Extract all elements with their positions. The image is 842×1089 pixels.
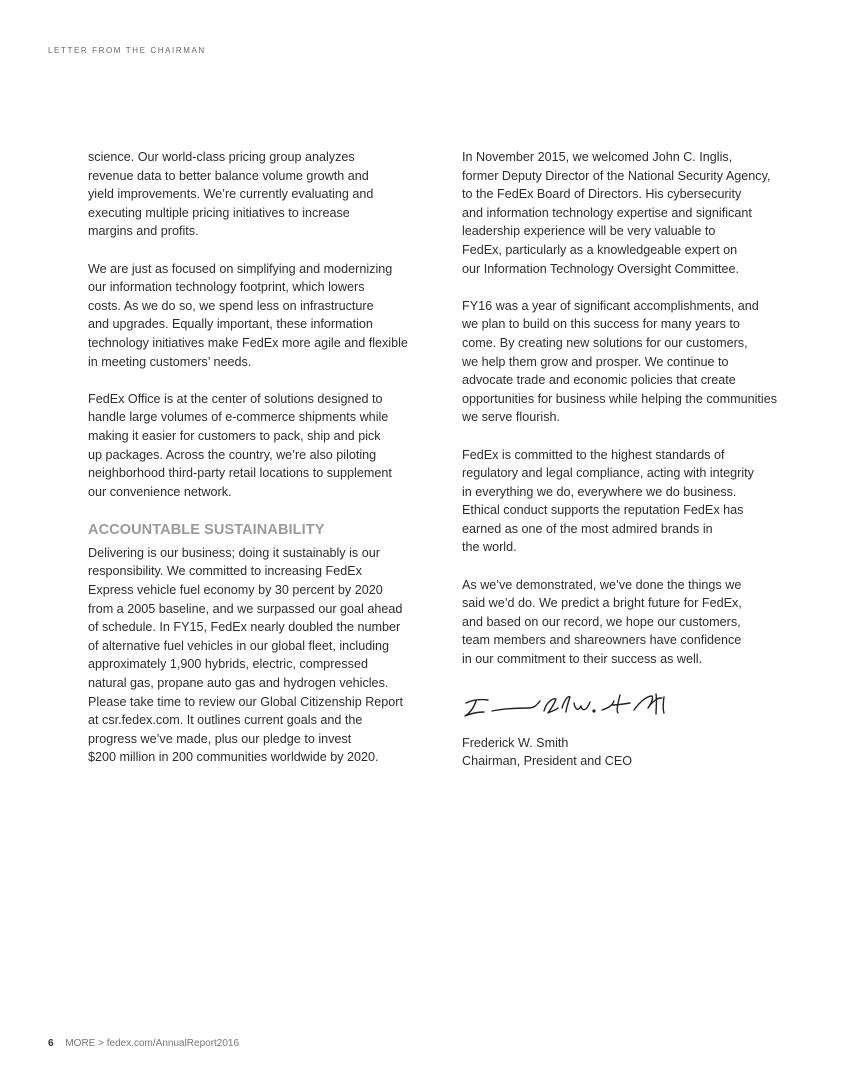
paragraph-gap bbox=[462, 278, 796, 297]
paragraph-it-footprint: We are just as focused on simplifying and modernizing our information technology footprint, which lowers costs. As we do so, we spend less on infrastructure and upgrades. Equally important, these information technology initiatives make FedEx more agile and flexible in meeting customers’ needs. bbox=[88, 261, 408, 369]
left-column bbox=[88, 148, 422, 767]
paragraph-closing: As we’ve demonstrated, we’ve done the things we said we’d do. We predict a bright future for FedEx, and based on our record, we hope our customers, team members and shareowners have confidence in our commitment to their success as well. bbox=[462, 577, 742, 667]
paragraph-sustainability: Delivering is our business; doing it sustainably is our responsibility. We committed to increasing FedEx Express vehicle fuel economy by 30 percent by 2020 from a 2005 baseline, and we surpassed our goal ahead of schedule. In FY15, FedEx nearly doubled the number of alternative fuel vehicles in our global fleet, including approximately 1,900 hybrids, electric, compressed natural gas, propane auto gas and hydrogen vehicles. Please take time to review our Global Citizenship Report at csr.fedex.com. It outlines current goals and the progress we’ve made, plus our pledge to invest $200 million in 200 communities worldwide by 2020. bbox=[88, 545, 403, 765]
paragraph-gap bbox=[462, 427, 796, 446]
signature-image bbox=[462, 689, 682, 723]
paragraph-fy16: FY16 was a year of significant accomplishments, and we plan to build on this success for many years to come. By creating new solutions for our customers, we help them grow and prosper. We continue to advocate trade and economic policies that create opportunities for business while helping the communities we serve flourish. bbox=[462, 298, 778, 425]
paragraph-pricing: science. Our world-class pricing group analyzes revenue data to better balance volume growth and yield improvements. We’re currently evaluating and executing multiple pricing initiatives to increase margins and profits. bbox=[88, 150, 374, 239]
section-label: LETTER FROM THE CHAIRMAN bbox=[48, 46, 206, 55]
paragraph-gap bbox=[462, 557, 796, 576]
paragraph-gap bbox=[88, 371, 422, 390]
paragraph-board: In November 2015, we welcomed John C. Inglis, former Deputy Director of the National Security Agency, to the FedEx Board of Directors. His cybersecurity and information technology expertise and significant leadership experience will be very valuable to FedEx, particularly as a knowledgeable expert on our Information Technology Oversight Committee. bbox=[462, 150, 771, 276]
paragraph-gap bbox=[88, 241, 422, 260]
signer-name: Frederick W. Smith bbox=[462, 735, 569, 750]
paragraph-gap bbox=[88, 501, 422, 520]
section-heading-sustainability: ACCOUNTABLE SUSTAINABILITY bbox=[88, 521, 325, 538]
signer-title: Chairman, President and CEO bbox=[462, 754, 633, 769]
paragraph-fedex-office: FedEx Office is at the center of solutions designed to handle large volumes of e-commerce shipments while making it easier for customers to pack, ship and pick up packages. Across the country, we’re also piloting neighborhood third-party retail locations to supplement our convenience network. bbox=[88, 391, 392, 499]
more-link[interactable]: MORE > fedex.com/AnnualReport2016 bbox=[65, 1038, 240, 1049]
right-column bbox=[462, 148, 796, 771]
page-number: 6 bbox=[48, 1038, 54, 1049]
page-footer bbox=[48, 1038, 239, 1049]
paragraph-compliance: FedEx is committed to the highest standards of regulatory and legal compliance, acting with integrity in everything we do, everywhere we do business. Ethical conduct supports the reputation FedEx has earned as one of the most admired brands in the world. bbox=[462, 447, 754, 555]
